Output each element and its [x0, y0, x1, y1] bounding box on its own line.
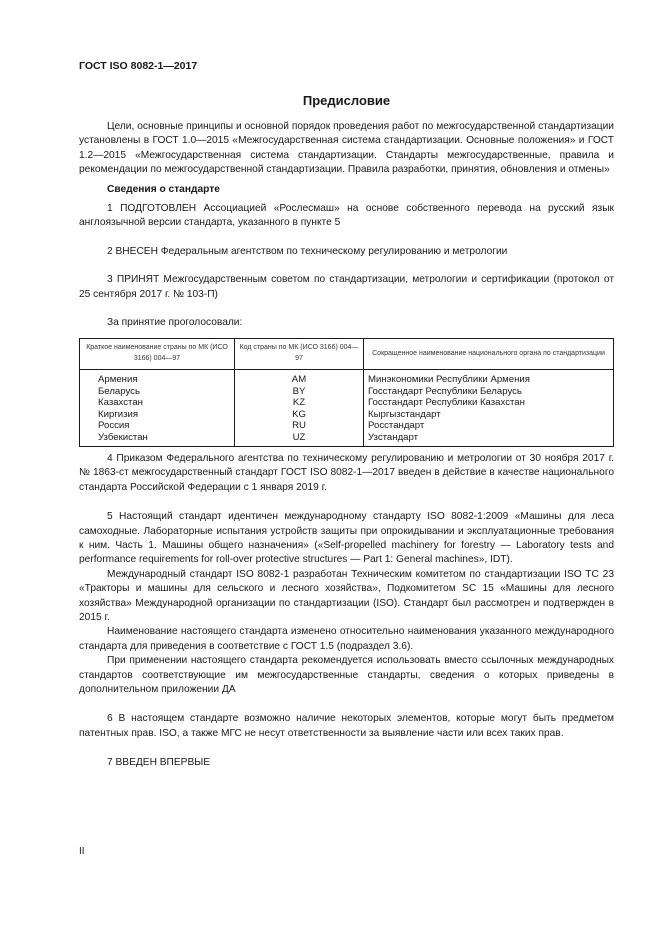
- table-row: [80, 420, 614, 431]
- country-cell: Киргизия: [80, 409, 235, 420]
- item-1: 1 ПОДГОТОВЛЕН Ассоциацией «Рослесмаш» на основе собственного перевода на русский язык англоязычной версии стандарта, указанного в пункте 5: [79, 203, 614, 229]
- page-title: Предисловие: [302, 93, 391, 108]
- organ-cell: Госстандарт Республики Беларусь: [364, 386, 614, 397]
- item-5-iso-committee: Международный стандарт ISO 8082-1 разработан Техническим комитетом по стандартизации ISO TC 23 «Тракторы и машины для сельского и лесного хозяйства», Подкомитетом SC 15 «Машины для лесного хозяйства» Международной организации по стандартизации (ISO). Стандарт был рассмотрен и подтвержден в 2015 г.: [79, 568, 614, 623]
- country-cell: Узбекистан: [80, 432, 235, 447]
- item-3: 3 ПРИНЯТ Межгосударственным советом по стандартизации, метрологии и сертификации (протокол от 25 сентября 2017 г. № 103-П): [79, 274, 614, 300]
- item-5: 5 Настоящий стандарт идентичен международному стандарту ISO 8082-1:2009 «Машины для леса самоходные. Лабораторные испытания устройств защиты при опрокидывании и эксплуатационные требования к ним. Часть 1. Машины общего назначения» («Self-propelled machinery for forestry — Laboratory tests and performance requirements for roll-over protective structures — Part 1: General machines», IDT).: [79, 511, 614, 566]
- organ-cell: Узстандарт: [364, 432, 614, 447]
- header-country: Краткое наименование страны по МК (ИСО 3166) 004—97: [80, 339, 235, 370]
- page-number: II: [79, 846, 85, 857]
- item-7: 7 ВВЕДЕН ВПЕРВЫЕ: [107, 757, 211, 769]
- country-cell: Россия: [80, 420, 235, 431]
- section-heading: Сведения о стандарте: [107, 183, 220, 195]
- table-row: [80, 432, 614, 447]
- item-6: 6 В настоящем стандарте возможно наличие некоторых элементов, которые могут быть предметом патентных прав. ISO, а также МГС не несут ответственности за выявление части или всех таких прав.: [79, 713, 614, 739]
- organ-cell: Кыргызстандарт: [364, 409, 614, 420]
- organ-cell: Минэкономики Республики Армения: [364, 370, 614, 386]
- table-header-row: [80, 339, 614, 370]
- code-cell: RU: [235, 420, 364, 431]
- intro-paragraph: Цели, основные принципы и основной порядок проведения работ по межгосударственной стандартизации установлены в ГОСТ 1.0—2015 «Межгосударственная система стандартизации. Основные положения» и ГОСТ 1.2—2015 «Межгосударственная система стандартизации. Стандарты межгосударственные, правила и рекомендации по межгосударственной стандартизации. Правила разработки, принятия, обновления и отмены»: [79, 121, 614, 176]
- country-cell: Армения: [80, 370, 235, 386]
- code-cell: UZ: [235, 432, 364, 447]
- organ-cell: Госстандарт Республики Казахстан: [364, 397, 614, 408]
- code-cell: KZ: [235, 397, 364, 408]
- country-cell: Казахстан: [80, 397, 235, 408]
- voted-label: За принятие проголосовали:: [107, 317, 243, 329]
- table-row: [80, 409, 614, 420]
- table-row: [80, 386, 614, 397]
- code-cell: AM: [235, 370, 364, 386]
- code-cell: BY: [235, 386, 364, 397]
- code-cell: KG: [235, 409, 364, 420]
- item-2: 2 ВНЕСЕН Федеральным агентством по техническому регулированию и метрологии: [107, 245, 508, 257]
- table-row: [80, 370, 614, 386]
- country-cell: Беларусь: [80, 386, 235, 397]
- item-5-title-change: Наименование настоящего стандарта изменено относительно наименования указанного международного стандарта для приведения в соответствие с ГОСТ 1.5 (подраздел 3.6).: [79, 626, 614, 652]
- header-organ: Сокращенное наименование национального органа по стандартизации: [364, 339, 614, 370]
- document-body: [79, 120, 614, 771]
- item-5-references: При применении настоящего стандарта рекомендуется использовать вместо ссылочных международных стандартов соответствующие им межгосударственные стандарты, сведения о которых приведены в дополнительном приложении ДА: [79, 655, 614, 695]
- document-header: ГОСТ ISO 8082-1—2017: [79, 60, 198, 72]
- header-code: Код страны по МК (ИСО 3166) 004—97: [235, 339, 364, 370]
- item-4: 4 Приказом Федерального агентства по техническому регулированию и метрологии от 30 ноября 2017 г. № 1863-ст межгосударственный стандарт ГОСТ ISO 8082-1—2017 введен в действие в качестве национального стандарта Российской Федерации с 1 января 2019 г.: [79, 452, 614, 493]
- organ-cell: Росстандарт: [364, 420, 614, 431]
- table-row: [80, 397, 614, 408]
- voting-table: [79, 338, 614, 446]
